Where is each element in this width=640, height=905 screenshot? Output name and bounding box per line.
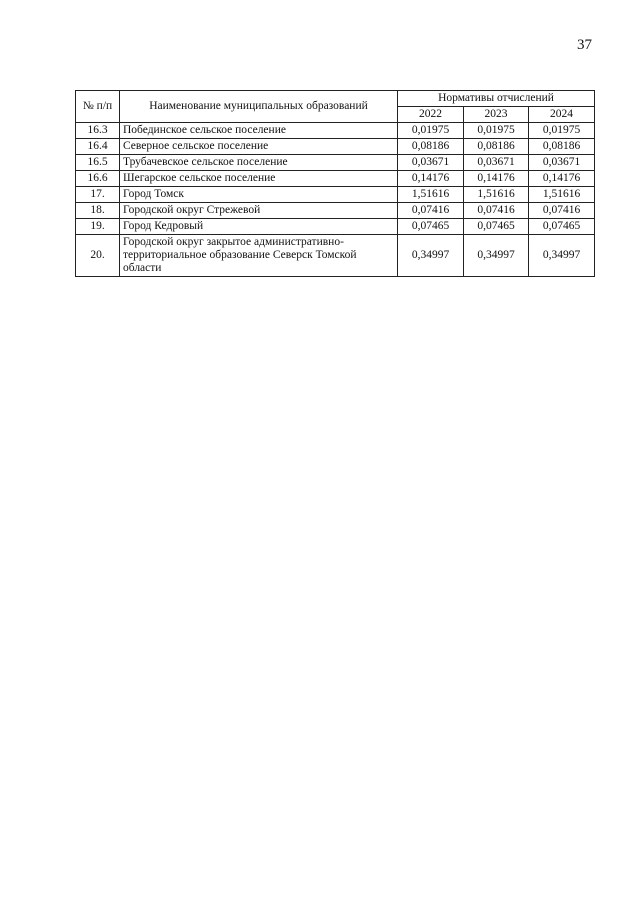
row-name: Городской округ закрытое административно-территориальное образование Северск Томской области <box>120 235 398 277</box>
row-value-2024: 0,34997 <box>529 235 595 277</box>
page-number: 37 <box>577 37 592 53</box>
row-name: Город Кедровый <box>120 219 398 235</box>
row-value-2022: 0,03671 <box>398 155 464 171</box>
row-value-2024: 0,08186 <box>529 139 595 155</box>
header-year-2022: 2022 <box>398 107 464 123</box>
row-value-2023: 1,51616 <box>464 187 529 203</box>
header-number: № п/п <box>76 91 120 123</box>
row-value-2024: 0,03671 <box>529 155 595 171</box>
table-row <box>76 155 595 171</box>
row-name: Трубачевское сельское поселение <box>120 155 398 171</box>
row-value-2024: 0,07465 <box>529 219 595 235</box>
table-row <box>76 219 595 235</box>
header-year-2023: 2023 <box>464 107 529 123</box>
row-value-2023: 0,14176 <box>464 171 529 187</box>
row-value-2022: 0,14176 <box>398 171 464 187</box>
table-row <box>76 139 595 155</box>
row-value-2023: 0,08186 <box>464 139 529 155</box>
row-number: 17. <box>76 187 120 203</box>
header-municipality-name: Наименование муниципальных образований <box>120 91 398 123</box>
row-number: 16.4 <box>76 139 120 155</box>
table-row <box>76 187 595 203</box>
row-number: 20. <box>76 235 120 277</box>
row-number: 16.6 <box>76 171 120 187</box>
row-value-2024: 0,07416 <box>529 203 595 219</box>
row-name: Город Томск <box>120 187 398 203</box>
row-value-2024: 1,51616 <box>529 187 595 203</box>
row-value-2022: 1,51616 <box>398 187 464 203</box>
row-value-2023: 0,07465 <box>464 219 529 235</box>
row-value-2024: 0,14176 <box>529 171 595 187</box>
row-number: 19. <box>76 219 120 235</box>
row-value-2024: 0,01975 <box>529 123 595 139</box>
row-value-2023: 0,01975 <box>464 123 529 139</box>
row-value-2022: 0,08186 <box>398 139 464 155</box>
table-row <box>76 235 595 277</box>
row-number: 18. <box>76 203 120 219</box>
row-value-2022: 0,34997 <box>398 235 464 277</box>
table-row <box>76 171 595 187</box>
row-number: 16.5 <box>76 155 120 171</box>
row-name: Шегарское сельское поселение <box>120 171 398 187</box>
deduction-norms-table <box>75 90 595 277</box>
row-name: Городской округ Стрежевой <box>120 203 398 219</box>
header-norms-group: Нормативы отчислений <box>398 91 595 107</box>
table-row <box>76 123 595 139</box>
row-number: 16.3 <box>76 123 120 139</box>
table-row <box>76 203 595 219</box>
header-year-2024: 2024 <box>529 107 595 123</box>
row-value-2022: 0,07416 <box>398 203 464 219</box>
row-value-2022: 0,07465 <box>398 219 464 235</box>
row-value-2022: 0,01975 <box>398 123 464 139</box>
row-name: Побединское сельское поселение <box>120 123 398 139</box>
row-value-2023: 0,07416 <box>464 203 529 219</box>
row-value-2023: 0,03671 <box>464 155 529 171</box>
row-value-2023: 0,34997 <box>464 235 529 277</box>
row-name: Северное сельское поселение <box>120 139 398 155</box>
